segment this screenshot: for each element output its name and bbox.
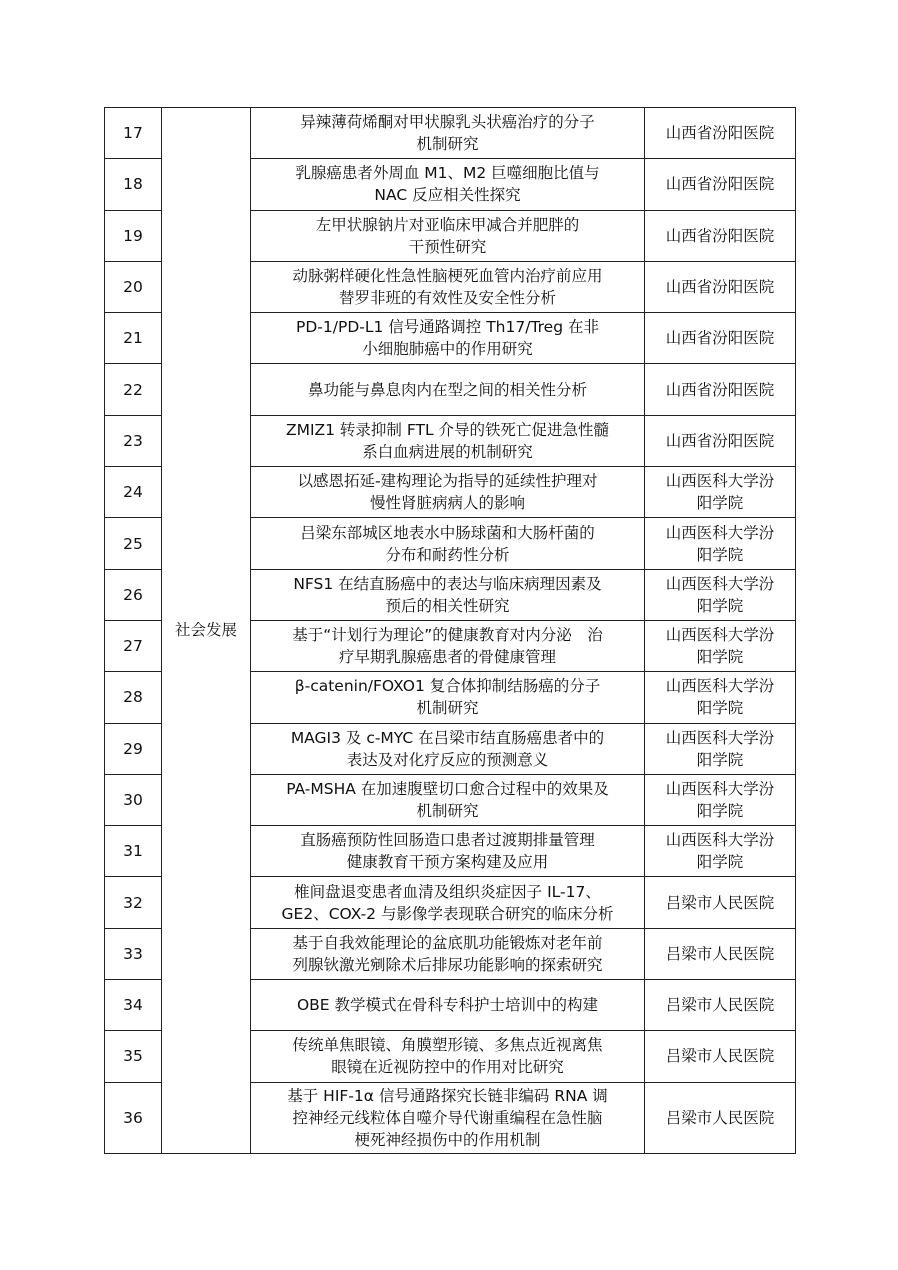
- row-number: 24: [105, 467, 162, 518]
- institution-cell: [645, 980, 796, 1031]
- project-title-line: PA-MSHA 在加速腹壁切口愈合过程中的效果及: [286, 780, 609, 798]
- row-number: 29: [105, 723, 162, 774]
- institution-cell: [645, 569, 796, 620]
- institution-line: 山西医科大学汾: [665, 523, 775, 542]
- project-title-line: 列腺钬激光剜除术后排尿功能影响的探索研究: [292, 955, 603, 974]
- project-title-line: 梗死神经损伤中的作用机制: [354, 1130, 541, 1149]
- institution-line: 吕梁市人民医院: [665, 893, 775, 912]
- project-title-cell: [251, 723, 645, 774]
- institution-line: 山西医科大学汾: [665, 574, 775, 593]
- row-number: 21: [105, 313, 162, 364]
- institution-line: 阳学院: [696, 699, 744, 718]
- institution-line: 山西医科大学汾: [665, 677, 775, 696]
- institution-cell: [645, 877, 796, 928]
- project-title-line: 控神经元线粒体自噬介导代谢重编程在急性脑: [292, 1108, 603, 1127]
- institution-line: 阳学院: [696, 648, 744, 667]
- project-title-line: ZMIZ1 转录抑制 FTL 介导的铁死亡促进急性髓: [285, 420, 610, 439]
- project-title-cell: [251, 210, 645, 261]
- row-number: 28: [105, 672, 162, 723]
- institution-line: 吕梁市人民医院: [665, 944, 775, 963]
- project-title-line: 鼻功能与鼻息肉内在型之间的相关性分析: [307, 380, 587, 399]
- institution-cell: [645, 1031, 796, 1082]
- row-number: 23: [105, 415, 162, 466]
- project-title-line: 基于 HIF-1α 信号通路探究长链非编码 RNA 调: [287, 1086, 608, 1105]
- institution-cell: [645, 313, 796, 364]
- row-number: 18: [105, 159, 162, 210]
- institution-line: 阳学院: [696, 853, 744, 872]
- institution-line: 山西省汾阳医院: [665, 226, 775, 245]
- project-title-line: 表达及对化疗反应的预测意义: [346, 750, 549, 769]
- institution-cell: [645, 1082, 796, 1153]
- project-title-line: 干预性研究: [408, 237, 487, 256]
- project-title-line: 基于“计划行为理论”的健康教育对内分泌 治: [292, 626, 603, 645]
- project-title-line: 慢性肾脏病病人的影响: [369, 494, 525, 513]
- category-cell: 社会发展: [162, 108, 251, 1154]
- project-title-line: 机制研究: [416, 699, 479, 718]
- project-title-line: β-catenin/FOXO1 复合体抑制结肠癌的分子: [294, 677, 601, 696]
- project-title-line: MAGI3 及 c-MYC 在吕梁市结直肠癌患者中的: [290, 728, 605, 747]
- institution-line: 阳学院: [696, 494, 744, 513]
- project-title-line: 健康教育干预方案构建及应用: [346, 853, 549, 872]
- institution-line: 阳学院: [696, 596, 744, 615]
- project-title-cell: [251, 364, 645, 415]
- institution-cell: [645, 364, 796, 415]
- row-number: 20: [105, 261, 162, 312]
- institution-cell: [645, 261, 796, 312]
- institution-cell: [645, 826, 796, 877]
- project-title-line: 机制研究: [416, 802, 479, 820]
- row-number: 17: [105, 108, 162, 159]
- project-title-line: 替罗非班的有效性及安全性分析: [338, 289, 556, 308]
- institution-line: 山西医科大学汾: [665, 728, 775, 747]
- project-title-cell: [251, 261, 645, 312]
- project-title-cell: [251, 620, 645, 671]
- project-title-cell: [251, 1082, 645, 1153]
- project-title-line: 眼镜在近视防控中的作用对比研究: [331, 1058, 564, 1077]
- institution-line: 山西省汾阳医院: [665, 380, 775, 399]
- table-row: [105, 108, 796, 159]
- institution-line: 山西省汾阳医院: [665, 329, 775, 348]
- row-number: 30: [105, 774, 162, 825]
- project-title-cell: [251, 518, 645, 569]
- institution-line: 山西医科大学汾: [665, 626, 775, 645]
- project-title-line: 以感恩拓延-建构理论为指导的延续性护理对: [297, 472, 598, 491]
- institution-line: 吕梁市人民医院: [665, 1108, 775, 1127]
- institution-line: 吕梁市人民医院: [665, 996, 775, 1015]
- row-number: 36: [105, 1082, 162, 1153]
- institution-cell: [645, 159, 796, 210]
- row-number: 33: [105, 928, 162, 979]
- institution-line: 山西医科大学汾: [665, 780, 775, 798]
- project-title-cell: [251, 928, 645, 979]
- project-title-cell: [251, 1031, 645, 1082]
- table-body: [105, 108, 796, 1154]
- project-title-line: 分布和耐药性分析: [385, 545, 510, 564]
- row-number: 35: [105, 1031, 162, 1082]
- project-title-cell: [251, 569, 645, 620]
- row-number: 26: [105, 569, 162, 620]
- project-title-line: 吕梁东部城区地表水中肠球菌和大肠杆菌的: [300, 523, 595, 542]
- institution-cell: [645, 108, 796, 159]
- project-title-line: 乳腺癌患者外周血 M1、M2 巨噬细胞比值与: [295, 164, 600, 183]
- project-title-line: GE2、COX-2 与影像学表现联合研究的临床分析: [281, 904, 614, 923]
- institution-line: 山西省汾阳医院: [665, 175, 775, 194]
- project-title-line: NFS1 在结直肠癌中的表达与临床病理因素及: [293, 574, 602, 593]
- project-title-line: 小细胞肺癌中的作用研究: [362, 340, 533, 359]
- project-title-line: 传统单焦眼镜、角膜塑形镜、多焦点近视离焦: [292, 1036, 603, 1055]
- row-number: 19: [105, 210, 162, 261]
- project-title-line: 基于自我效能理论的盆底肌功能锻炼对老年前: [292, 933, 603, 952]
- institution-cell: [645, 467, 796, 518]
- institution-line: 山西省汾阳医院: [665, 278, 775, 297]
- institution-line: 山西省汾阳医院: [665, 431, 775, 450]
- project-title-cell: [251, 826, 645, 877]
- row-number: 31: [105, 826, 162, 877]
- project-title-line: 疗早期乳腺癌患者的骨健康管理: [338, 648, 556, 667]
- institution-cell: [645, 774, 796, 825]
- institution-line: 山西省汾阳医院: [665, 124, 775, 143]
- project-title-line: 异辣薄荷烯酮对甲状腺乳头状癌治疗的分子: [300, 113, 595, 132]
- institution-cell: [645, 672, 796, 723]
- institution-cell: [645, 620, 796, 671]
- institution-cell: [645, 415, 796, 466]
- institution-cell: [645, 518, 796, 569]
- project-table: [104, 107, 796, 1154]
- project-title-cell: [251, 774, 645, 825]
- row-number: 22: [105, 364, 162, 415]
- institution-line: 阳学院: [696, 802, 744, 820]
- project-title-line: 动脉粥样硬化性急性脑梗死血管内治疗前应用: [292, 267, 603, 286]
- project-title-cell: [251, 108, 645, 159]
- project-title-cell: [251, 672, 645, 723]
- project-title-line: 直肠癌预防性回肠造口患者过渡期排量管理: [300, 831, 595, 850]
- institution-line: 阳学院: [696, 545, 744, 564]
- project-title-line: 椎间盘退变患者血清及组织炎症因子 IL-17、: [294, 882, 601, 901]
- project-title-line: 系白血病进展的机制研究: [362, 442, 533, 461]
- project-title-cell: [251, 159, 645, 210]
- institution-line: 山西医科大学汾: [665, 472, 775, 491]
- project-title-cell: [251, 877, 645, 928]
- project-title-cell: [251, 467, 645, 518]
- institution-cell: [645, 723, 796, 774]
- institution-cell: [645, 210, 796, 261]
- project-title-line: 左甲状腺钠片对亚临床甲减合并肥胖的: [315, 215, 580, 234]
- project-title-line: NAC 反应相关性探究: [374, 186, 521, 205]
- institution-cell: [645, 928, 796, 979]
- project-title-line: PD-1/PD-L1 信号通路调控 Th17/Treg 在非: [296, 318, 599, 337]
- row-number: 34: [105, 980, 162, 1031]
- project-title-line: OBE 教学模式在骨科专科护士培训中的构建: [296, 996, 599, 1015]
- institution-line: 吕梁市人民医院: [665, 1047, 775, 1066]
- institution-line: 阳学院: [696, 750, 744, 769]
- project-title-cell: [251, 980, 645, 1031]
- project-title-line: 预后的相关性研究: [385, 596, 510, 615]
- project-title-cell: [251, 313, 645, 364]
- project-title-line: 机制研究: [416, 135, 479, 154]
- row-number: 25: [105, 518, 162, 569]
- row-number: 27: [105, 620, 162, 671]
- row-number: 32: [105, 877, 162, 928]
- project-title-cell: [251, 415, 645, 466]
- institution-line: 山西医科大学汾: [665, 831, 775, 850]
